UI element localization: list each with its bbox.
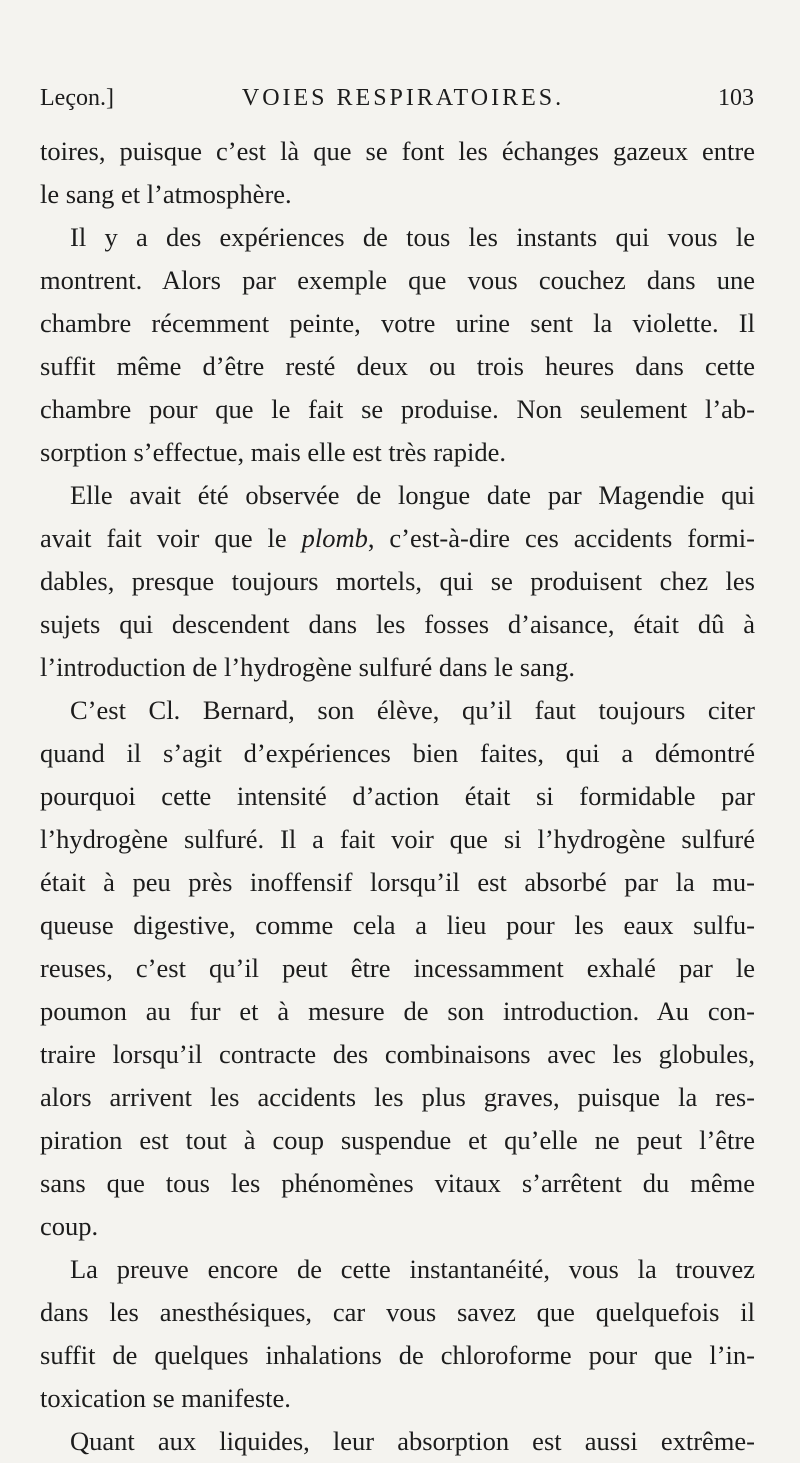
page-number: 103 bbox=[718, 85, 754, 111]
text-line: dables, presque toujours mortels, qui se produisent chez les bbox=[40, 566, 755, 596]
text-line: poumon au fur et à mesure de son introduction. Au con- bbox=[40, 996, 755, 1026]
text-line: Elle avait été observée de longue date par Magendie qui bbox=[70, 480, 755, 510]
text-line: l’introduction de l’hydrogène sulfuré dans le sang. bbox=[40, 652, 576, 682]
text-line: C’est Cl. Bernard, son élève, qu’il faut toujours citer bbox=[70, 695, 755, 725]
text-line: pourquoi cette intensité d’action était si formidable par bbox=[40, 781, 755, 811]
text-line: alors arrivent les accidents les plus graves, puisque la res- bbox=[40, 1082, 755, 1112]
running-head bbox=[40, 80, 754, 116]
text-line: traire lorsqu’il contracte des combinaisons avec les globules, bbox=[40, 1039, 755, 1069]
text-line: Il y a des expériences de tous les instants qui vous le bbox=[70, 222, 755, 252]
text-line: sorption s’effectue, mais elle est très rapide. bbox=[40, 437, 507, 467]
text-line: le sang et l’atmosphère. bbox=[40, 179, 292, 209]
text-line: sans que tous les phénomènes vitaux s’arrêtent du même bbox=[40, 1168, 755, 1198]
text-line: montrent. Alors par exemple que vous couchez dans une bbox=[40, 265, 755, 295]
text-line: dans les anesthésiques, car vous savez que quelquefois il bbox=[40, 1297, 755, 1327]
text-line: quand il s’agit d’expériences bien faites, qui a démontré bbox=[40, 738, 755, 768]
section-title: VOIES RESPIRATOIRES. bbox=[241, 85, 565, 111]
body-text bbox=[40, 130, 755, 1463]
text-line: Quant aux liquides, leur absorption est aussi extrême- bbox=[70, 1426, 755, 1456]
text-line: sujets qui descendent dans les fosses d’aisance, était dû à bbox=[40, 609, 755, 639]
text-line: reuses, c’est qu’il peut être incessamment exhalé par le bbox=[40, 953, 755, 983]
text-line: chambre récemment peinte, votre urine sent la violette. Il bbox=[40, 308, 755, 338]
text-line: queuse digestive, comme cela a lieu pour les eaux sulfu- bbox=[40, 910, 755, 940]
chapter-label: Leçon.] bbox=[40, 85, 114, 111]
text-line: toires, puisque c’est là que se font les échanges gazeux entre bbox=[40, 136, 755, 166]
text-line: avait fait voir que le plomb, c’est-à-dire ces accidents formi- bbox=[40, 523, 755, 553]
text-line: suffit même d’être resté deux ou trois heures dans cette bbox=[40, 351, 755, 381]
text-line: piration est tout à coup suspendue et qu’elle ne peut l’être bbox=[40, 1125, 755, 1155]
text-line: chambre pour que le fait se produise. Non seulement l’ab- bbox=[40, 394, 755, 424]
text-line: était à peu près inoffensif lorsqu’il est absorbé par la mu- bbox=[40, 867, 755, 897]
text-line: suffit de quelques inhalations de chloroforme pour que l’in- bbox=[40, 1340, 755, 1370]
text-line: l’hydrogène sulfuré. Il a fait voir que si l’hydrogène sulfuré bbox=[40, 824, 755, 854]
text-line: coup. bbox=[40, 1211, 99, 1241]
text-line: toxication se manifeste. bbox=[40, 1383, 291, 1413]
text-line: La preuve encore de cette instantanéité, vous la trouvez bbox=[70, 1254, 755, 1284]
